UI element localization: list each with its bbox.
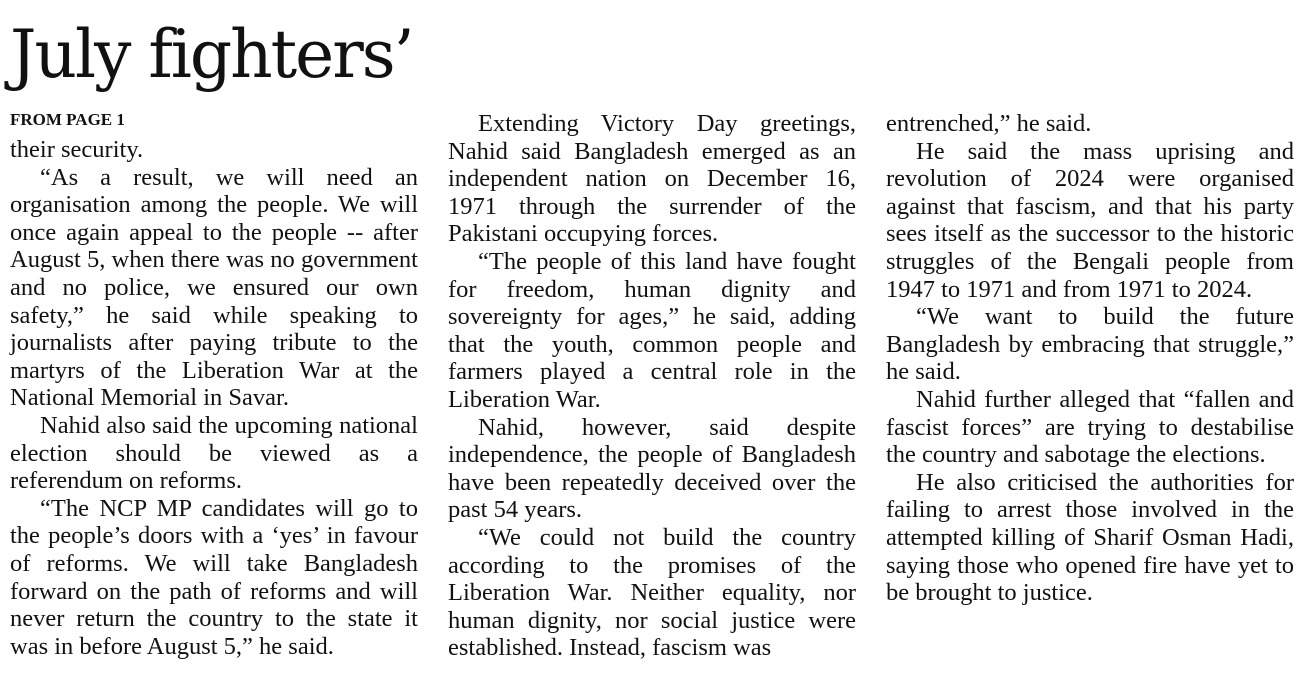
article-column-2 (448, 110, 856, 662)
continuation-kicker: FROM PAGE 1 (10, 110, 125, 129)
paragraph: He also criticised the authorities for failing to arrest those involved in the attempted killing of Sharif Osman Hadi, saying those who opened fire have yet to be brought to justice. (886, 468, 1294, 607)
paragraph: Extending Victory Day greetings, Nahid said Bangladesh emerged as an independent nation on December 16, 1971 through the surrender of the Pakistani occupying forces. (448, 110, 856, 248)
paragraph: “We could not build the country according to the promises of the Liberation War. Neither equality, nor human dignity, nor social justice were established. Instead, fascism was (448, 523, 856, 662)
paragraph: Nahid also said the upcoming national election should be viewed as a referendum on reforms. (10, 411, 418, 495)
paragraph: their security. (10, 136, 144, 163)
paragraph: “We want to build the future Bangladesh by embracing that struggle,” he said. (886, 303, 1294, 386)
paragraph: “The people of this land have fought for freedom, human dignity and sovereignty for ages,” he said, adding that the youth, common people and farmers played a central role in the Liberation War. (448, 247, 856, 413)
paragraph: Nahid, however, said despite independence, the people of Bangladesh have been repeatedly deceived over the past 54 years. (448, 413, 856, 524)
paragraph: entrenched,” he said. (886, 110, 1092, 137)
paragraph: He said the mass uprising and revolution of 2024 were organised against that fascism, and that his party sees itself as the successor to the historic struggles of the Bengali people from 1947 to 1971 and from 1971 to 2024. (886, 137, 1294, 303)
headline: July fighters’ (10, 16, 413, 93)
paragraph: “As a result, we will need an organisation among the people. We will once again appeal to the people -- after August 5, when there was no government and no police, we ensured our own safety,” he said while speaking to journalists after paying tribute to the martyrs of the Liberation War at the National Memorial in Savar. (10, 163, 418, 412)
paragraph: “The NCP MP candidates will go to the people’s doors with a ‘yes’ in favour of reforms. We will take Bangladesh forward on the path of reforms and will never return the country to the state it was in before August 5,” he said. (10, 494, 418, 660)
paragraph: Nahid further alleged that “fallen and fascist forces” are trying to destabilise the country and sabotage the elections. (886, 385, 1294, 469)
article-column-3 (886, 110, 1294, 607)
article-column-1 (10, 110, 418, 660)
